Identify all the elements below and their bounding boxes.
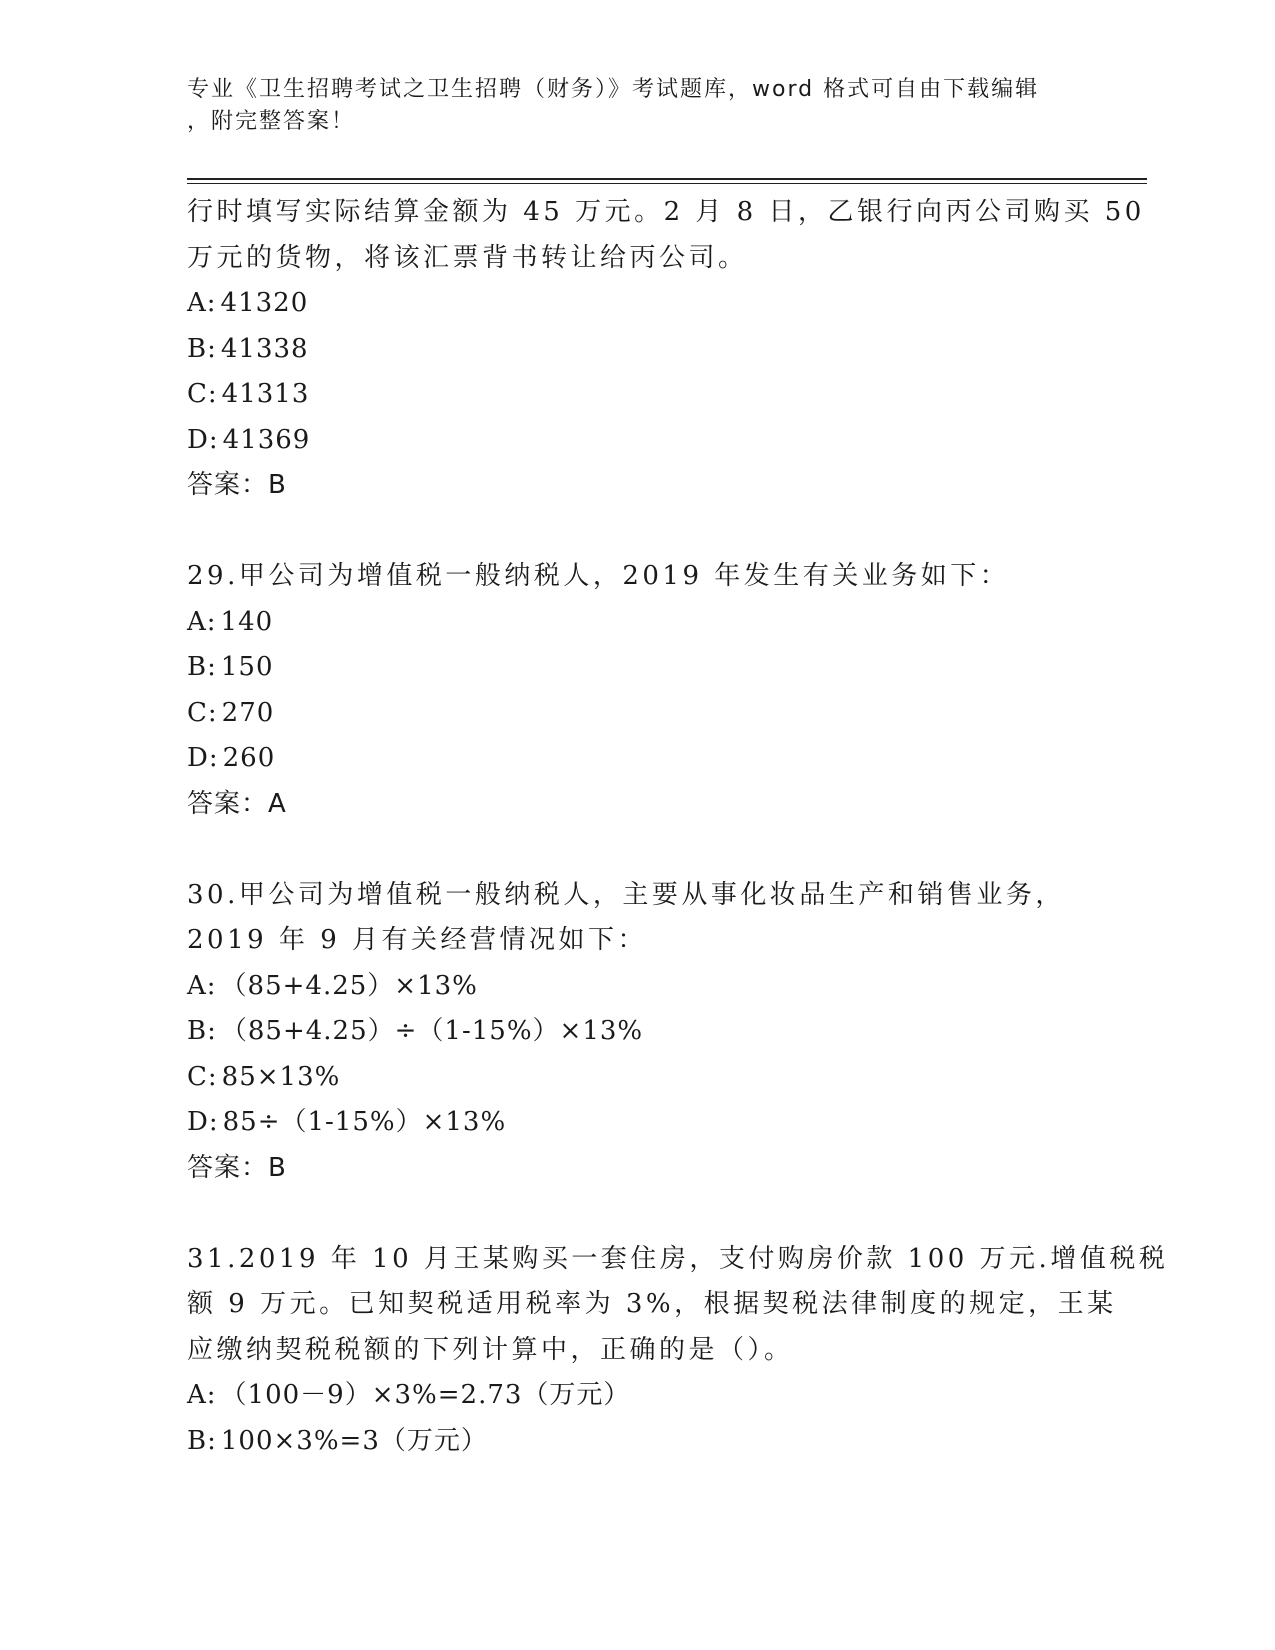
option-text: 150	[220, 652, 274, 682]
option-letter: C:	[187, 1061, 218, 1092]
answer-option	[187, 372, 1087, 418]
question-text-line: 30.甲公司为增值税一般纳税人，主要从事化妆品生产和销售业务，	[187, 879, 1065, 910]
answer-option	[187, 736, 1087, 782]
answer-option	[187, 327, 1087, 373]
answer-option	[187, 1373, 1087, 1419]
answer-option	[187, 1055, 1087, 1101]
option-letter: B:	[187, 652, 217, 682]
header-line-1: 专业《卫生招聘考试之卫生招聘（财务）》考试题库，word 格式可自由下载编辑	[187, 77, 1040, 102]
option-letter: C:	[187, 379, 218, 409]
answer-option	[187, 281, 1087, 327]
question-text-line: 应缴纳契税税额的下列计算中，正确的是（）。	[187, 1334, 794, 1365]
header-rule-thick	[187, 178, 1147, 180]
option-letter: D:	[187, 424, 219, 455]
question-block	[187, 190, 1145, 554]
question-text-line: 行时填写实际结算金额为 45 万元。2 月 8 日，乙银行向丙公司购买 50	[187, 197, 1145, 227]
answer-key: 答案：B	[187, 470, 287, 500]
block-spacer	[187, 1191, 1087, 1237]
answer-option	[187, 645, 1087, 691]
option-text: 85×13%	[221, 1061, 341, 1092]
option-text: 41369	[222, 424, 311, 455]
answer-option	[187, 600, 1087, 646]
option-letter: C:	[187, 697, 218, 728]
option-letter: B:	[187, 1016, 217, 1046]
option-letter: A:	[187, 606, 217, 637]
header-line-2: ，附完整答案！	[187, 109, 356, 134]
block-spacer	[187, 509, 1087, 555]
question-text-line: 29.甲公司为增值税一般纳税人，2019 年发生有关业务如下：	[187, 561, 1010, 591]
answer-option	[187, 1100, 1087, 1146]
option-text: 41320	[220, 288, 309, 318]
option-text: 140	[220, 606, 274, 637]
answer-option	[187, 1009, 1087, 1055]
option-text: （85+4.25）×13%	[220, 970, 478, 1001]
option-letter: B:	[187, 333, 217, 364]
option-text: 41338	[220, 333, 309, 364]
answer-option	[187, 964, 1087, 1010]
question-text-line: 31.2019 年 10 月王某购买一套住房，支付购房价款 100 万元.增值税税	[187, 1243, 1169, 1274]
option-text: 100×3%=3（万元）	[220, 1425, 488, 1456]
option-text: 85÷（1-15%）×13%	[222, 1107, 507, 1137]
question-text-line: 万元的货物，将该汇票背书转让给丙公司。	[187, 242, 748, 273]
question-block	[187, 873, 1087, 1237]
question-block	[187, 1237, 1169, 1465]
page-header	[187, 74, 1087, 138]
answer-key: 答案：A	[187, 788, 287, 819]
header-rule-thin	[187, 183, 1147, 184]
answer-option	[187, 418, 1087, 464]
option-letter: A:	[187, 970, 217, 1001]
option-letter: A:	[187, 288, 217, 318]
option-letter: D:	[187, 1107, 219, 1137]
question-text-line: 额 9 万元。已知契税适用税率为 3%，根据契税法律制度的规定，王某	[187, 1289, 1117, 1319]
question-text-line: 2019 年 9 月有关经营情况如下：	[187, 925, 648, 955]
question-list	[187, 190, 1169, 1464]
answer-option	[187, 1419, 1087, 1465]
option-text: 260	[222, 743, 276, 773]
option-text: （100－9）×3%=2.73（万元）	[220, 1380, 631, 1410]
option-text: 270	[221, 697, 275, 728]
option-letter: B:	[187, 1425, 217, 1456]
option-letter: A:	[187, 1380, 217, 1410]
answer-option	[187, 691, 1087, 737]
block-spacer	[187, 827, 1087, 873]
answer-key: 答案：B	[187, 1152, 287, 1183]
question-block	[187, 554, 1087, 873]
option-letter: D:	[187, 743, 219, 773]
option-text: 41313	[221, 379, 310, 409]
option-text: （85+4.25）÷（1-15%）×13%	[220, 1016, 644, 1046]
